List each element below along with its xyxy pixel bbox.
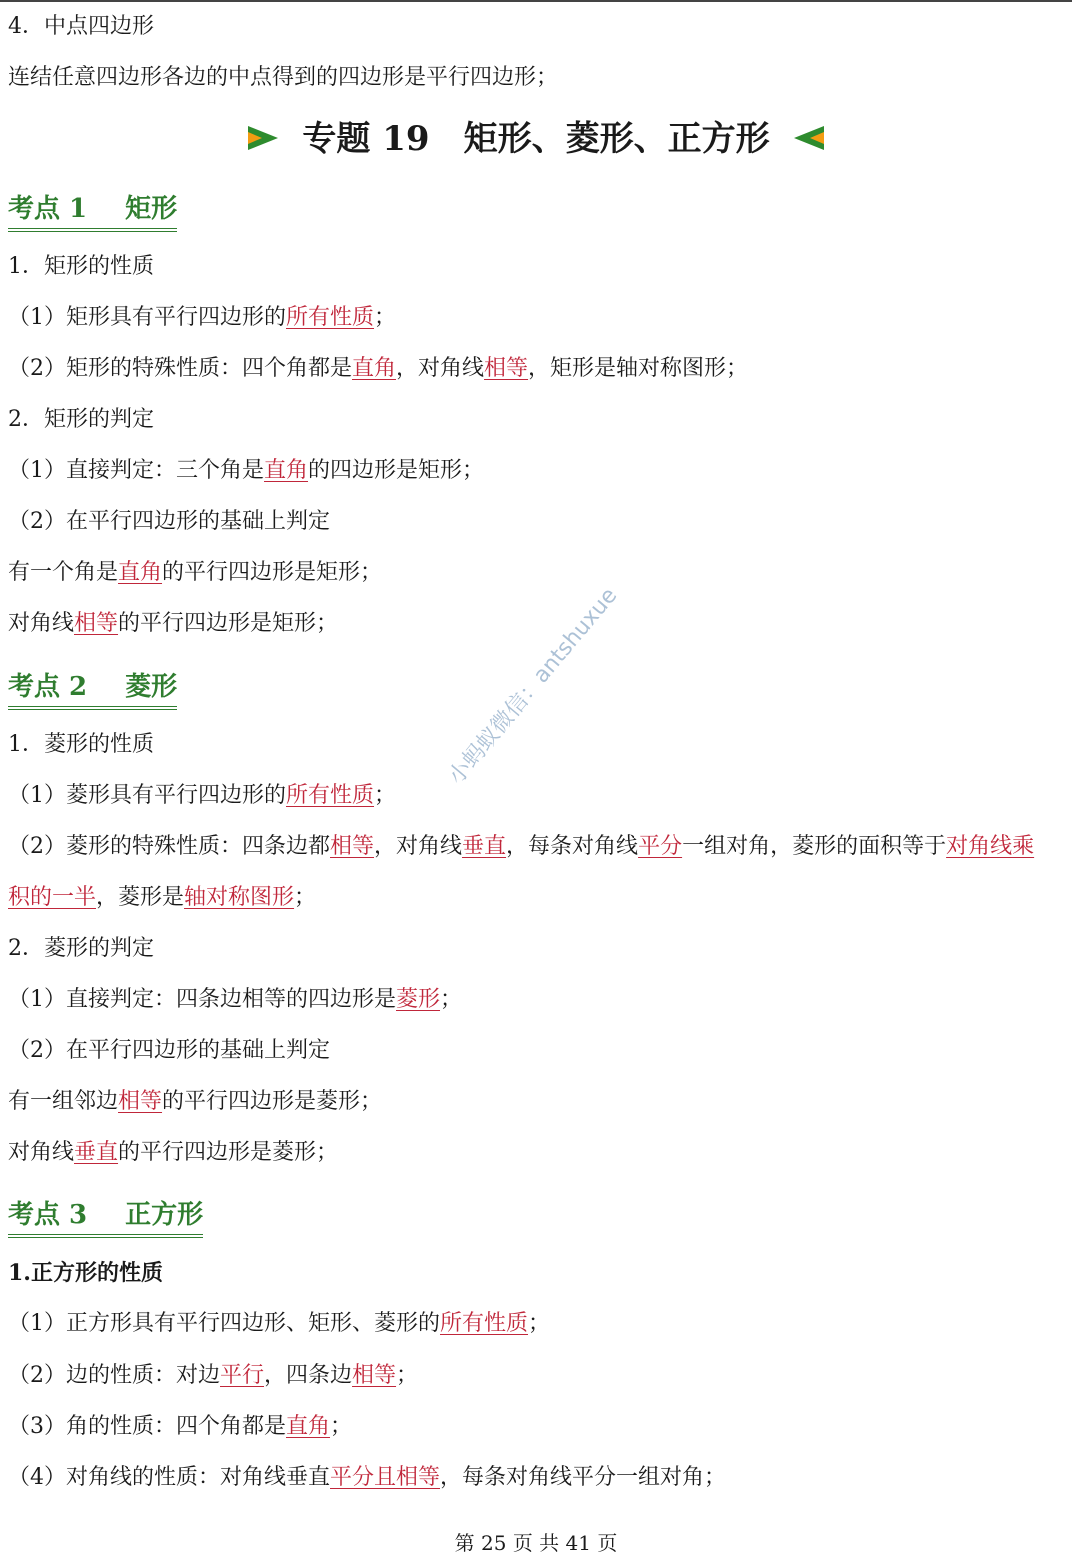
topic-text: 矩形、菱形、正方形 xyxy=(463,119,770,159)
right-arrow-icon xyxy=(248,126,278,150)
page-footer: 第 25 页 共 41 页 xyxy=(454,1531,618,1555)
rect-criterion-4: 对角线相等的平行四边形是矩形； xyxy=(8,611,339,636)
midpoint-quad-desc: 连结任意四边形各边的中点得到的四边形是平行四边形； xyxy=(8,65,559,90)
square-properties-heading: 1.正方形的性质 xyxy=(8,1260,163,1286)
rhombus-criterion-4: 对角线垂直的平行四边形是菱形； xyxy=(8,1140,339,1165)
square-property-3: （3）角的性质：四个角都是直角； xyxy=(8,1414,353,1439)
section-heading-rectangle: 考点 1 矩形 xyxy=(8,192,177,232)
section-heading-square: 考点 3 正方形 xyxy=(8,1198,203,1238)
rect-criterion-2: （2）在平行四边形的基础上判定 xyxy=(8,509,330,534)
rhombus-criterion-3: 有一组邻边相等的平行四边形是菱形； xyxy=(8,1089,383,1114)
rhombus-properties-heading: 1．菱形的性质 xyxy=(8,732,154,757)
rect-criteria-heading: 2．矩形的判定 xyxy=(8,407,154,432)
left-arrow-icon xyxy=(794,126,824,150)
rhombus-criterion-2: （2）在平行四边形的基础上判定 xyxy=(8,1038,330,1063)
topic-number: 专题 19 xyxy=(302,119,430,159)
watermark: 小蚂蚁微信：antshuxue xyxy=(443,583,623,790)
rect-properties-heading: 1．矩形的性质 xyxy=(8,254,154,279)
section-heading-rhombus: 考点 2 菱形 xyxy=(8,670,177,710)
top-divider xyxy=(0,0,1072,2)
rhombus-property-2: （2）菱形的特殊性质：四条边都相等，对角线垂直，每条对角线平分一组对角，菱形的面积等于对角线乘 xyxy=(8,834,1035,859)
rhombus-property-2-cont: 积的一半，菱形是轴对称图形； xyxy=(8,885,317,910)
rect-property-1: （1）矩形具有平行四边形的所有性质； xyxy=(8,305,397,330)
square-property-1: （1）正方形具有平行四边形、矩形、菱形的所有性质； xyxy=(8,1311,551,1336)
rhombus-property-1: （1）菱形具有平行四边形的所有性质； xyxy=(8,783,397,808)
square-property-2: （2）边的性质：对边平行，四条边相等； xyxy=(8,1363,419,1388)
midpoint-quad-heading: 4．中点四边形 xyxy=(8,14,154,39)
rect-criterion-3: 有一个角是直角的平行四边形是矩形； xyxy=(8,560,383,585)
square-property-4: （4）对角线的性质：对角线垂直平分且相等，每条对角线平分一组对角； xyxy=(8,1465,727,1490)
topic-title xyxy=(0,116,1072,162)
rect-property-2: （2）矩形的特殊性质：四个角都是直角，对角线相等，矩形是轴对称图形； xyxy=(8,356,749,381)
rhombus-criterion-1: （1）直接判定：四条边相等的四边形是菱形； xyxy=(8,987,463,1012)
rhombus-criteria-heading: 2．菱形的判定 xyxy=(8,936,154,961)
rect-criterion-1: （1）直接判定：三个角是直角的四边形是矩形； xyxy=(8,458,485,483)
